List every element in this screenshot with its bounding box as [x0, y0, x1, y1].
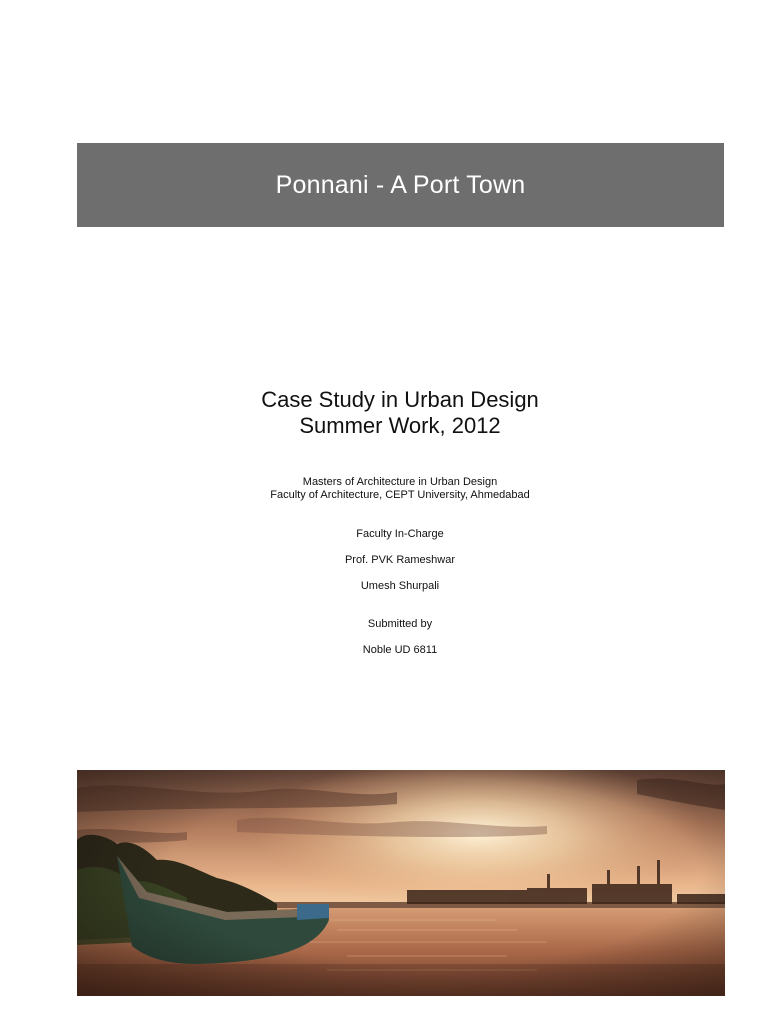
- subtitle-line-1: Case Study in Urban Design: [261, 387, 539, 412]
- document-title: Ponnani - A Port Town: [275, 170, 526, 199]
- program-line-2: Faculty of Architecture, CEPT University, Ahmedabad: [270, 489, 530, 501]
- faculty-name-1: Prof. PVK Rameshwar: [344, 554, 456, 566]
- faculty-in-charge-label: Faculty In-Charge: [356, 528, 444, 540]
- student-name: Noble UD 6811: [362, 644, 438, 656]
- program-line-1: Masters of Architecture in Urban Design: [302, 476, 498, 488]
- submitted-by-label: Submitted by: [367, 618, 433, 630]
- title-banner: [77, 143, 724, 227]
- harbor-sunset-photo: [77, 770, 725, 996]
- subtitle-block: [0, 387, 768, 439]
- subtitle-line-2: Summer Work, 2012: [299, 413, 501, 438]
- program-block: [0, 476, 768, 502]
- faculty-name-2: Umesh Shurpali: [360, 580, 440, 592]
